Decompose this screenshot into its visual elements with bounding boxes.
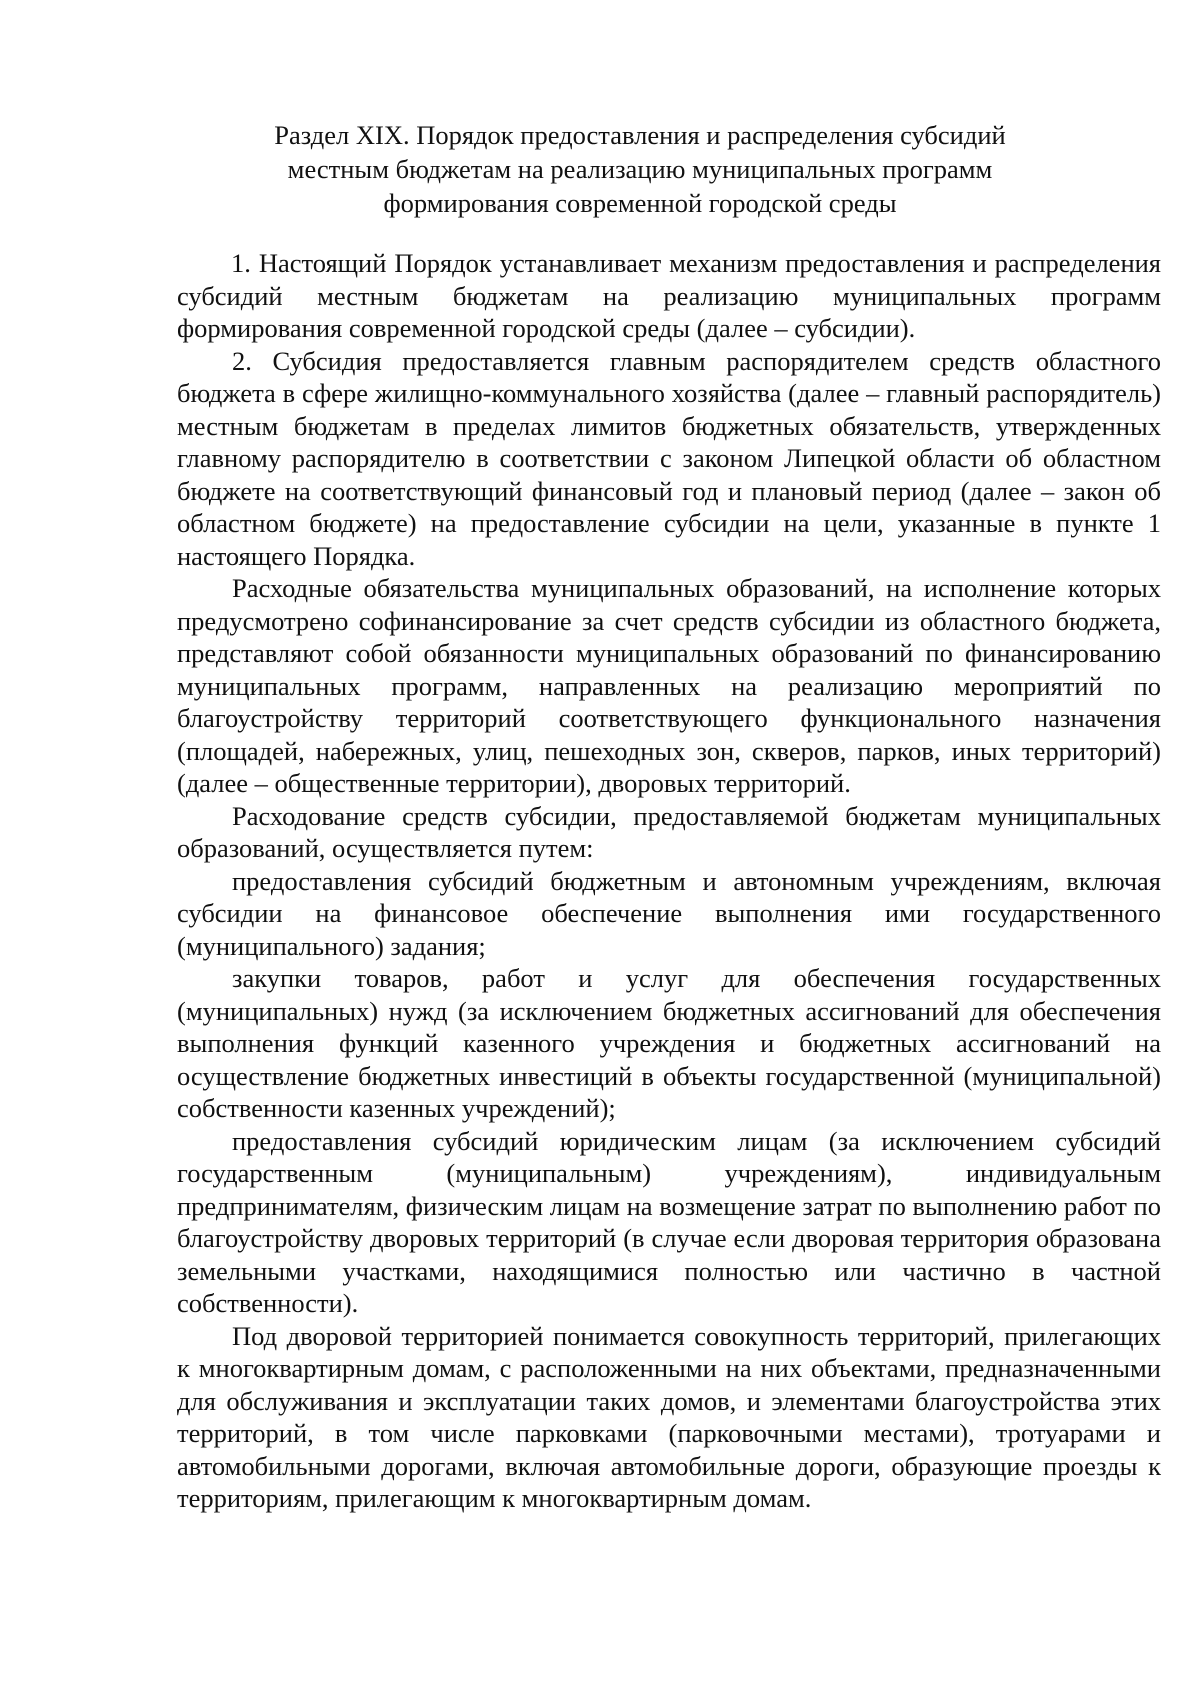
paragraph-subsidies-to-institutions: предоставления субсидий бюджетным и автономным учреждениям, включая субсидии на финансовое обеспечение выполнения ими государственного (муниципального) задания; (177, 865, 1161, 961)
paragraph-item-2: 2. Субсидия предоставляется главным распорядителем средств областного бюджета в сфере жилищно-коммунального хозяйства (далее – главный распорядитель) местным бюджетам в пределах лимитов бюджетных обязательств, утвержденных главному распорядителю в соответствии с законом Липецкой области об областном бюджете на соответствующий финансовый год и плановый период (далее – закон об областном бюджете) на предоставление субсидии на цели, указанные в пункте 1 настоящего Порядка. (177, 345, 1161, 571)
heading-line-2: местным бюджетам на реализацию муниципальных программ (287, 154, 993, 184)
paragraph-expenditure-obligations: Расходные обязательства муниципальных образований, на исполнение которых предусмотрено софинансирование за счет средств субсидии из областного бюджета, представляют собой обязанности муниципальных образований по финансированию муниципальных программ, направленных на реализацию мероприятий по благоустройству территорий соответствующего функционального назначения (площадей, набережных, улиц, пешеходных зон, скверов, парков, иных территорий) (далее – общественные территории), дворовых территорий. (177, 573, 1161, 798)
section-heading (260, 118, 1020, 220)
paragraph-procurement: закупки товаров, работ и услуг для обеспечения государственных (муниципальных) нужд (за исключением бюджетных ассигнований для обеспечения выполнения функций казенного учреждения и бюджетных ассигнований на осуществление бюджетных инвестиций в объекты государственной (муниципальной) собственности казенных учреждений); (177, 963, 1161, 1123)
paragraph-courtyard-definition: Под дворовой территорией понимается совокупность территорий, прилегающих к многоквартирным домам, с расположенными на них объектами, предназначенными для обслуживания и эксплуатации таких домов, и элементами благоустройства этих территорий, в том числе парковками (парковочными местами), тротуарами и автомобильными дорогами, включая автомобильные дороги, образующие проезды к территориям, прилегающим к многоквартирным домам. (177, 1320, 1161, 1513)
heading-line-1: Раздел XIX. Порядок предоставления и распределения субсидий (274, 120, 1006, 150)
paragraph-item-1: 1. Настоящий Порядок устанавливает механизм предоставления и распределения субсидий местным бюджетам на реализацию муниципальных программ формирования современной городской среды (далее – субсидии). (177, 248, 1161, 343)
document-body (177, 247, 1161, 1515)
heading-line-3: формирования современной городской среды (383, 188, 897, 218)
paragraph-spending-methods: Расходование средств субсидии, предоставляемой бюджетам муниципальных образований, осуществляется путем: (177, 800, 1161, 863)
paragraph-subsidies-to-legal-entities: предоставления субсидий юридическим лицам (за исключением субсидий государственным (муниципальным) учреждениям), индивидуальным предпринимателям, физическим лицам на возмещение затрат по выполнению работ по благоустройству дворовых территорий (в случае если дворовая территория образована земельными участками, находящимися полностью или частично в частной собственности). (177, 1125, 1161, 1318)
